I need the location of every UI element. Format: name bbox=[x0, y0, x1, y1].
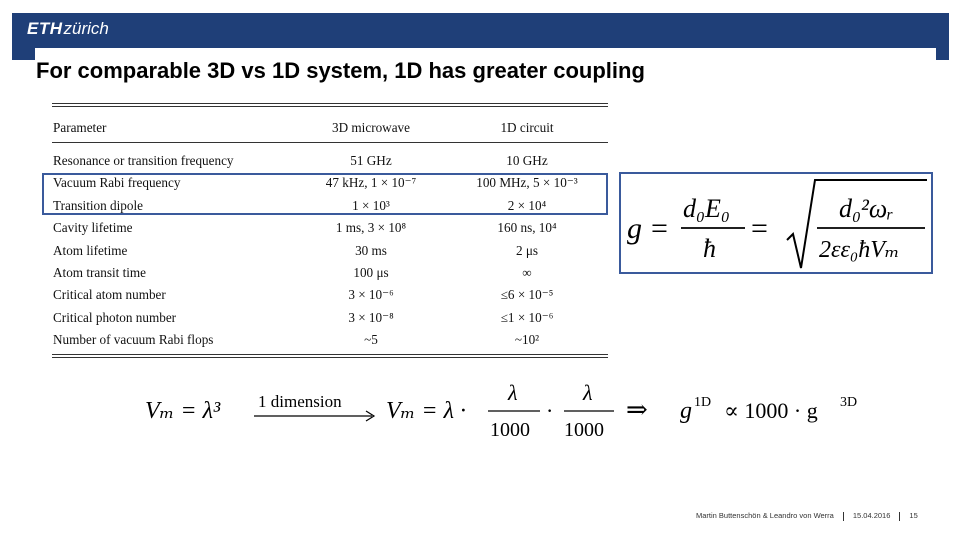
table-cell-parameter: Critical photon number bbox=[53, 309, 177, 325]
slide-title: For comparable 3D vs 1D system, 1D has greater coupling bbox=[36, 58, 645, 83]
table-cell-parameter: Critical atom number bbox=[53, 287, 166, 303]
footer-divider bbox=[843, 512, 844, 521]
table-cell-1d: 2 × 10⁴ bbox=[507, 197, 547, 213]
formula-sqrt-den: 2εε₀ħVₘ bbox=[819, 237, 900, 263]
frac1-den: 1000 bbox=[490, 419, 530, 440]
table-cell-3d: 3 × 10⁻⁸ bbox=[348, 309, 394, 325]
formula-frac-num: d₀E₀ bbox=[683, 194, 730, 223]
table-cell-1d: ≤1 × 10⁻⁶ bbox=[500, 309, 554, 325]
slide-footer bbox=[696, 511, 918, 521]
table-cell-parameter: Cavity lifetime bbox=[53, 220, 133, 236]
header-bar bbox=[12, 13, 949, 60]
table-cell-parameter: Resonance or transition frequency bbox=[53, 153, 234, 168]
formula-sqrt-num: d₀²ωᵣ bbox=[839, 194, 894, 223]
page-number: 15 bbox=[909, 511, 918, 520]
logo-bold: ETH bbox=[27, 19, 63, 38]
frac2-den: 1000 bbox=[564, 419, 604, 440]
g1d-sup: 1D bbox=[694, 395, 712, 410]
table-cell-3d: 100 μs bbox=[353, 265, 389, 280]
formula-eq1: = bbox=[651, 212, 668, 245]
arrow-label: 1 dimension bbox=[258, 392, 342, 411]
table-cell-parameter: Vacuum Rabi frequency bbox=[53, 175, 181, 191]
table-cell-3d: ~5 bbox=[364, 332, 378, 348]
eth-logo bbox=[27, 18, 109, 40]
g1d: g bbox=[680, 398, 692, 424]
table-cell-parameter: Number of vacuum Rabi flops bbox=[53, 332, 214, 348]
logo-text: zürich bbox=[63, 19, 109, 38]
mult-dot: · bbox=[546, 398, 554, 423]
table-cell-1d: 100 MHz, 5 × 10⁻³ bbox=[476, 175, 578, 191]
table-cell-3d: 51 GHz bbox=[350, 153, 392, 168]
table-cell-parameter: Atom lifetime bbox=[53, 242, 128, 258]
col-header-1d: 1D circuit bbox=[500, 120, 554, 135]
formula-lhs: g bbox=[627, 212, 642, 245]
table-cell-1d: ≤6 × 10⁻⁵ bbox=[500, 287, 554, 303]
coupling-formula bbox=[619, 172, 933, 274]
table-cell-1d: 2 μs bbox=[515, 242, 539, 258]
scaling-formula bbox=[140, 378, 870, 440]
formula-frac-den: ħ bbox=[703, 234, 716, 263]
table-cell-3d: 1 ms, 3 × 10⁸ bbox=[335, 220, 407, 236]
table-cell-parameter: Atom transit time bbox=[53, 265, 147, 280]
table-cell-3d: 47 kHz, 1 × 10⁻⁷ bbox=[325, 175, 417, 191]
footer-divider bbox=[899, 512, 900, 521]
highlight-box bbox=[42, 173, 608, 215]
table-cell-3d: 30 ms bbox=[355, 242, 387, 258]
footer-authors: Martin Buttenschön & Leandro von Werra bbox=[696, 511, 834, 520]
table-cell-3d: 3 × 10⁻⁶ bbox=[348, 287, 394, 303]
parameter-table bbox=[52, 103, 608, 361]
table-cell-1d: ∞ bbox=[522, 265, 532, 280]
footer-date: 15.04.2016 bbox=[852, 511, 891, 520]
col-header-3d: 3D microwave bbox=[332, 120, 410, 135]
table-cell-3d: 1 × 10³ bbox=[352, 197, 390, 213]
vm-rhs: Vₘ = λ · bbox=[386, 398, 466, 424]
vm-lhs: Vₘ = λ³ bbox=[145, 398, 221, 424]
formula-eq2: = bbox=[751, 212, 768, 245]
table-cell-1d: 160 ns, 10⁴ bbox=[497, 220, 557, 236]
implies-arrow: ⇒ bbox=[626, 395, 648, 424]
g3d-sup: 3D bbox=[840, 395, 858, 410]
frac2-num: λ bbox=[583, 380, 593, 405]
table-cell-1d: 10 GHz bbox=[506, 153, 548, 168]
scaling-result: ∝ 1000 · g bbox=[724, 398, 818, 423]
table-cell-1d: ~10² bbox=[514, 332, 540, 348]
frac1-num: λ bbox=[508, 380, 518, 405]
col-header-parameter: Parameter bbox=[53, 120, 107, 135]
table-cell-parameter: Transition dipole bbox=[53, 197, 144, 213]
